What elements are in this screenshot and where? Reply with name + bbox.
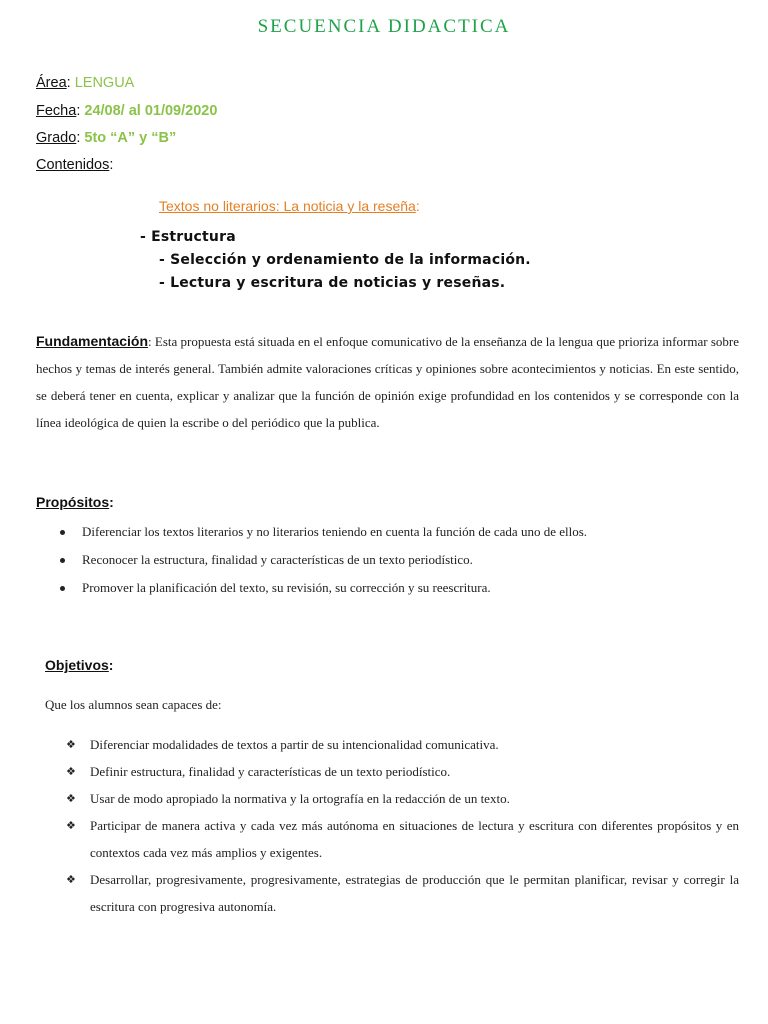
contenidos-line: Contenidos: xyxy=(36,157,114,173)
area-value: LENGUA xyxy=(74,75,135,91)
diamond-bullet-icon: ❖ xyxy=(66,738,76,751)
grado-label: Grado xyxy=(36,130,77,146)
propositos-heading: Propósitos: xyxy=(36,494,114,510)
diamond-bullet-icon: ❖ xyxy=(66,792,76,805)
list-item-text: Diferenciar modalidades de textos a partir de su intencionalidad comunicativa. xyxy=(90,737,499,752)
structure-item: - Lectura y escritura de noticias y reseñas. xyxy=(159,275,506,291)
structure-item: - Estructura xyxy=(140,229,236,245)
fecha-line: Fecha: 24/08/ al 01/09/2020 xyxy=(36,103,218,119)
diamond-bullet-icon: ❖ xyxy=(66,765,76,778)
propositos-list xyxy=(60,523,587,607)
structure-item: - Selección y ordenamiento de la información. xyxy=(159,252,531,268)
objetivos-list xyxy=(66,731,739,920)
list-item xyxy=(60,551,587,579)
list-item xyxy=(66,812,739,866)
list-item-text: Reconocer la estructura, finalidad y características de un texto periodístico. xyxy=(82,552,473,567)
list-item-text: Participar de manera activa y cada vez más autónoma en situaciones de lectura y escritura con diferentes propósitos y en contextos cada vez más amplios y exigentes. xyxy=(90,818,739,860)
objetivos-heading: Objetivos: xyxy=(45,657,114,673)
list-item xyxy=(66,731,739,758)
diamond-bullet-icon: ❖ xyxy=(66,819,76,832)
area-line: Área: LENGUA xyxy=(36,75,135,91)
bullet-icon xyxy=(60,530,65,535)
contenidos-label: Contenidos xyxy=(36,157,110,173)
list-item xyxy=(66,758,739,785)
topic-heading: Textos no literarios: La noticia y la reseña: xyxy=(159,198,420,214)
fecha-value: 24/08/ al 01/09/2020 xyxy=(84,103,218,119)
fundamentacion-label: Fundamentación xyxy=(36,333,149,349)
objetivos-intro: Que los alumnos sean capaces de: xyxy=(45,697,222,712)
list-item xyxy=(66,866,739,920)
fecha-label: Fecha xyxy=(36,103,77,119)
propositos-label: Propósitos xyxy=(36,494,110,510)
grado-line: Grado: 5to “A” y “B” xyxy=(36,130,177,146)
list-item xyxy=(66,785,739,812)
bullet-icon xyxy=(60,558,65,563)
fundamentacion-text: Esta propuesta está situada en el enfoque comunicativo de la enseñanza de la lengua que prioriza informar sobre hechos y temas de interés general. También admite valoraciones críticas y opiniones sobre acontecimientos y noticias. En este sentido, se deberá tener en cuenta, explicar y analizar que la función de opinión exige profundidad en los contenidos y se corresponde con la línea ideológica de quien la escribe o del periódico que la publica. xyxy=(36,334,739,430)
fundamentacion-paragraph: Fundamentación: Esta propuesta está situada en el enfoque comunicativo de la enseñanza de la lengua que prioriza informar sobre hechos y temas de interés general. También admite valoraciones críticas y opiniones sobre acontecimientos y noticias. En este sentido, se deberá tener en cuenta, explicar y analizar que la función de opinión exige profundidad en los contenidos y se corresponde con la línea ideológica de quien la escribe o del periódico que la publica. xyxy=(36,333,739,430)
bullet-icon xyxy=(60,586,65,591)
grado-value: 5to “A” y “B” xyxy=(84,130,177,146)
list-item-text: Definir estructura, finalidad y características de un texto periodístico. xyxy=(90,764,451,779)
list-item xyxy=(60,579,587,607)
diamond-bullet-icon: ❖ xyxy=(66,873,76,886)
list-item-text: Usar de modo apropiado la normativa y la ortografía en la redacción de un texto. xyxy=(90,791,510,806)
list-item-text: Promover la planificación del texto, su revisión, su corrección y su reescritura. xyxy=(82,580,491,595)
document-title: SECUENCIA DIDACTICA xyxy=(257,16,511,37)
area-label: Área xyxy=(36,75,67,91)
list-item-text: Desarrollar, progresivamente, progresivamente, estrategias de producción que le permitan planificar, revisar y corregir la escritura con progresiva autonomía. xyxy=(90,872,739,914)
list-item xyxy=(60,523,587,551)
list-item-text: Diferenciar los textos literarios y no literarios teniendo en cuenta la función de cada uno de ellos. xyxy=(82,524,588,539)
objetivos-label: Objetivos xyxy=(45,657,109,673)
topic-text: Textos no literarios: La noticia y la reseña xyxy=(159,198,416,214)
